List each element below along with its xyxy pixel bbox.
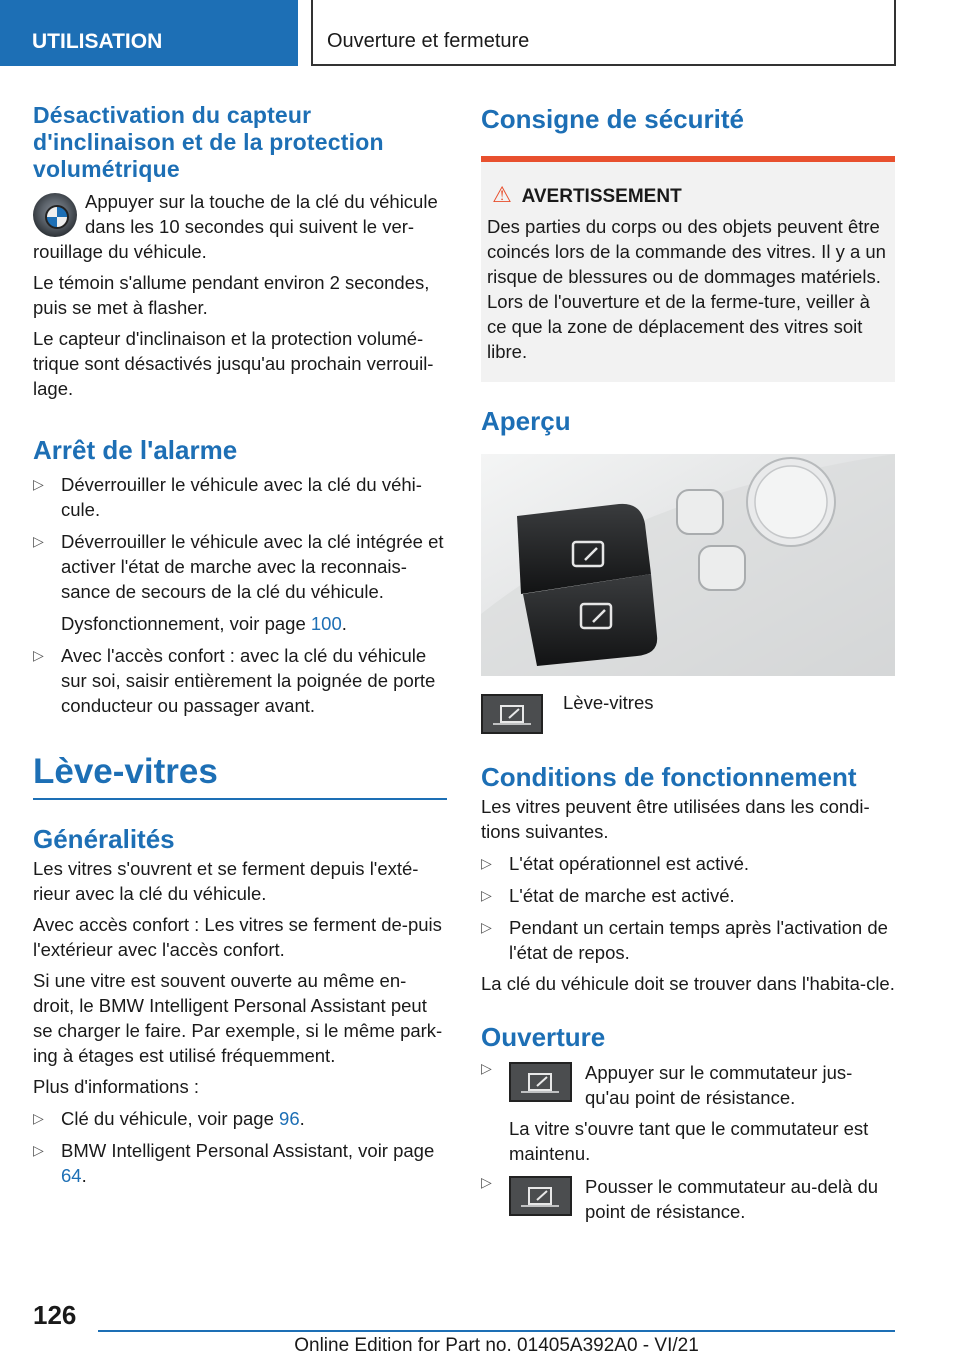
edition-note: Online Edition for Part no. 01405A392A0 - VI/21 bbox=[294, 1335, 699, 1356]
footer-divider bbox=[98, 1330, 895, 1332]
warning-box bbox=[481, 156, 895, 382]
chapter-title: Ouverture et fermeture bbox=[311, 0, 896, 66]
list-item: ▷ L'état opérationnel est activé. bbox=[481, 853, 750, 874]
conditions-paragraph-1: Les vitres peuvent être utilisées dans les condi-tions suivantes. bbox=[481, 796, 870, 842]
chapter-heading-window-lifts: Lève-vitres bbox=[33, 752, 218, 791]
section-title-tilt-sensor: Désactivation du capteur d'inclinaison et de la protection volumétrique bbox=[33, 102, 384, 182]
opening-step-1-note: La vitre s'ouvre tant que le commutateur est maintenu. bbox=[509, 1118, 869, 1164]
right-column bbox=[481, 100, 895, 1224]
section-title-opening: Ouverture bbox=[481, 1022, 606, 1052]
page-number: 126 bbox=[33, 1300, 77, 1330]
triangle-bullet-icon: ▷ bbox=[33, 533, 44, 549]
tilt-paragraph-2: Le témoin s'allume pendant environ 2 secondes, puis se met à flasher. bbox=[33, 272, 430, 318]
list-item: ▷ Déverrouiller le véhicule avec la clé intégrée et activer l'état de marche avec la reconnais-sance de secours de la clé du véhicule. bbox=[33, 531, 444, 602]
heading-divider bbox=[33, 798, 447, 800]
general-paragraph-2: Avec accès confort : Les vitres se ferment de-puis l'extérieur avec l'accès confort. bbox=[33, 914, 442, 960]
caption-row bbox=[481, 694, 895, 734]
general-paragraph-4: Plus d'informations : bbox=[33, 1076, 199, 1097]
window-switch-photo bbox=[481, 454, 895, 676]
window-switch-illustration bbox=[481, 454, 895, 676]
triangle-bullet-icon: ▷ bbox=[481, 1174, 492, 1190]
window-lift-switch-icon bbox=[509, 1062, 572, 1102]
warning-title: ⚠ AVERTISSEMENT bbox=[487, 182, 887, 208]
triangle-bullet-icon: ▷ bbox=[33, 476, 44, 492]
triangle-bullet-icon: ▷ bbox=[481, 919, 492, 935]
page-header bbox=[0, 0, 960, 66]
malfunction-reference: Dysfonctionnement, voir page 100. bbox=[61, 613, 347, 634]
tilt-paragraph-3: Le capteur d'inclinaison et la protection volumé-trique sont désactivés jusqu'au prochain verrouil-lage. bbox=[33, 328, 434, 399]
triangle-bullet-icon: ▷ bbox=[481, 1060, 492, 1076]
page-link-96[interactable]: 96 bbox=[279, 1108, 300, 1129]
page-link-64[interactable]: 64 bbox=[61, 1165, 82, 1186]
figure-caption: Lève-vitres bbox=[563, 692, 654, 713]
section-title-safety: Consigne de sécurité bbox=[481, 104, 744, 134]
list-item: ▷ L'état de marche est activé. bbox=[481, 885, 735, 906]
window-lift-switch-icon bbox=[509, 1176, 572, 1216]
opening-step-1: ▷ Appuyer sur le commutateur jus-qu'au point de résistance. La vitre s'ouvre tant que le commutateur est maintenu. bbox=[481, 1060, 895, 1166]
opening-step-2: ▷ Pousser le commutateur au-delà du point de résistance. bbox=[481, 1174, 879, 1222]
section-title-alarm-stop: Arrêt de l'alarme bbox=[33, 435, 238, 465]
warning-text: Des parties du corps ou des objets peuvent être coincés lors de la commande des vitres. Il y a un risque de blessures ou de dommages matériels. Lors de l'ouverture et de la ferme-ture, veiller à ce que la zone de déplacement des vitres soit libre. bbox=[487, 216, 886, 362]
section-title-conditions: Conditions de fonctionnement bbox=[481, 762, 857, 792]
conditions-paragraph-2: La clé du véhicule doit se trouver dans l'habita-cle. bbox=[481, 973, 895, 994]
left-column bbox=[33, 100, 447, 1188]
section-title-general: Généralités bbox=[33, 824, 175, 854]
tilt-paragraph-1: Appuyer sur la touche de la clé du véhicule dans les 10 secondes qui suivent le ver-rouillage du véhicule. bbox=[33, 191, 438, 262]
alarm-stop-list bbox=[33, 472, 447, 604]
list-item: ▷ Clé du véhicule, voir page 96. bbox=[33, 1108, 305, 1129]
triangle-bullet-icon: ▷ bbox=[481, 887, 492, 903]
page-link-100[interactable]: 100 bbox=[310, 613, 342, 634]
window-lift-switch-icon bbox=[481, 694, 543, 734]
triangle-bullet-icon: ▷ bbox=[33, 647, 44, 663]
general-paragraph-1: Les vitres s'ouvrent et se ferment depuis l'exté-rieur avec la clé du véhicule. bbox=[33, 858, 419, 904]
conditions-list bbox=[481, 851, 895, 965]
vehicle-key-button-icon bbox=[33, 193, 77, 237]
more-info-list bbox=[33, 1106, 447, 1188]
triangle-bullet-icon: ▷ bbox=[33, 1110, 44, 1126]
section-tab: UTILISATION bbox=[0, 0, 298, 66]
list-item: ▷ Avec l'accès confort : avec la clé du véhicule sur soi, saisir entièrement la poignée de porte conducteur ou passager avant. bbox=[33, 645, 436, 716]
triangle-bullet-icon: ▷ bbox=[481, 855, 492, 871]
section-title-overview: Aperçu bbox=[481, 406, 571, 436]
list-item: ▷ BMW Intelligent Personal Assistant, voir page 64. bbox=[33, 1140, 435, 1186]
list-item: ▷ Déverrouiller le véhicule avec la clé du véhi-cule. bbox=[33, 474, 422, 520]
general-paragraph-3: Si une vitre est souvent ouverte au même en-droit, le BMW Intelligent Personal Assistant peut se charger le faire. Par exemple, si le même park-ing à étages est utilisé fréquemment. bbox=[33, 970, 443, 1066]
triangle-bullet-icon: ▷ bbox=[33, 1142, 44, 1158]
warning-icon: ⚠ bbox=[492, 182, 512, 207]
list-item: ▷ Pendant un certain temps après l'activation de l'état de repos. bbox=[481, 917, 888, 963]
